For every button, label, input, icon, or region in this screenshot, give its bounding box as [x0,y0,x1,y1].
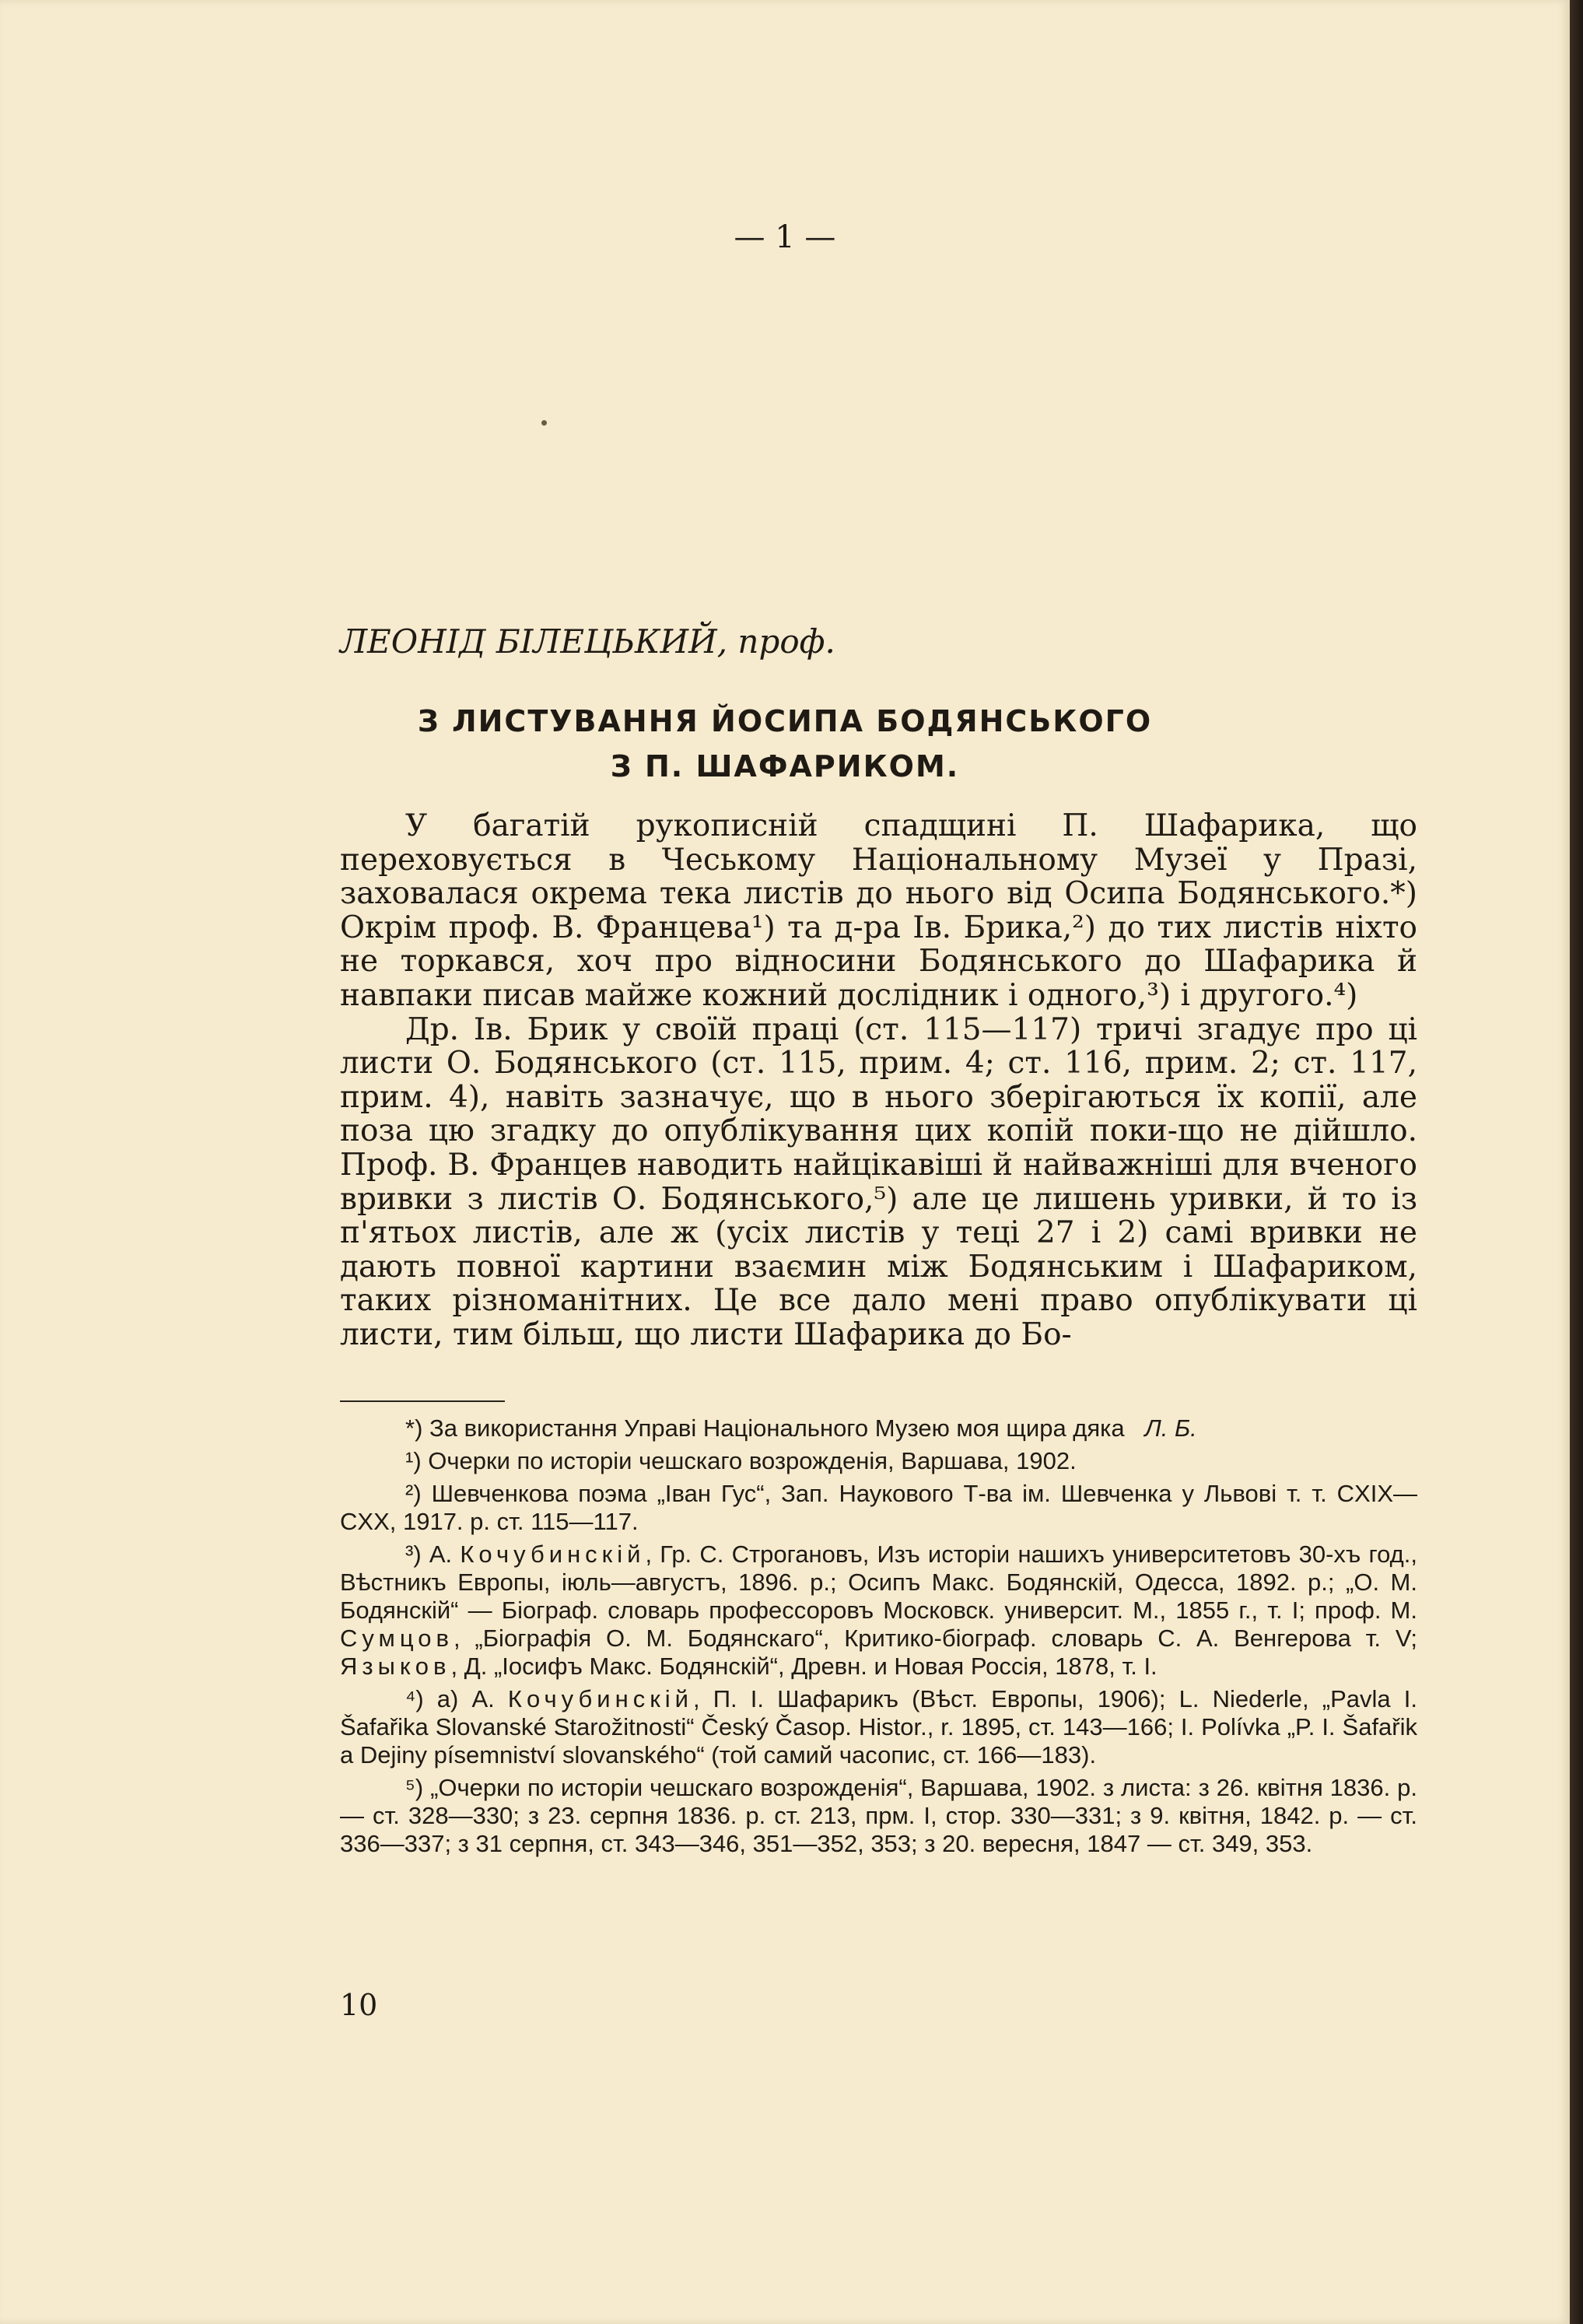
footnote-star-signature: Л. Б. [1144,1414,1197,1442]
page-number: — 1 — [734,219,836,255]
article-title [0,699,1570,789]
footnote-3 [340,1541,1417,1681]
footnote-divider [340,1400,505,1402]
footnote-5: ⁵) „Очерки по исторіи чешскаго возрожденія“, Варшава, 1902. з листа: з 26. квітня 1836. р. — ст. 328—330; з 23. серпня 1836. р. ст. 213, прм. I, стор. 330—331; з 9. квітня, 1842. р. — ст. 336—337; з 31 серпня, ст. 343—346, 351—352, 353; з 20. вересня, 1847 — ст. 349, 353. [340,1774,1417,1857]
title-line-2: З П. ШАФАРИКОМ. [610,749,960,783]
fn3-author-1: Кочубинскій [460,1541,646,1568]
page-edge-shadow [1570,0,1583,2324]
fn3-part-c: , Гр. С. Строгановъ, Изъ исторіи нашихъ университетовъ 30-хъ год., Вѣстникъ Европы, іюль—августъ, 1896. р.; Осипъ Макс. Бодянскій, Одесса, 1892. р.; „О. М. Бодянскій“ — Біограф. словарь профессоровъ Московск. университ. М., 1855 г., т. І; проф. М. [340,1541,1417,1624]
author-line: ЛЕОНІД БІЛЕЦЬКИЙ, проф. [340,622,835,661]
footnote-2: ²) Шевченкова поэма „Іван Гус“, Зап. Наукового Т-ва ім. Шевченка у Львові т. т. CXIX—CXX, 1917. р. ст. 115—117. [340,1480,1417,1535]
footnote-1: ¹) Очерки по исторіи чешскаго возрожденія, Варшава, 1902. [405,1447,1077,1474]
folio-number: 10 [340,1988,378,2022]
fn3-author-3: Языков [340,1653,451,1680]
fn3-part-e: , „Біографія О. М. Бодянскаго“, Критико-біограф. словарь С. А. Венгерова т. V; [453,1625,1417,1652]
footnotes [340,1414,1417,1863]
fn4-part-c: , П. І. Шафарикъ (Вѣст. Европы, 1906); L. Niederle, „Pavla I. Šafařika Slovanské Starožitnosti“ Český Časop. Histor., r. 1895, ст. 143—166; I. Polívka „P. I. Šafařik a Dejiny písemniství slovanského“ (той самий часопис, ст. 166—183). [340,1685,1417,1768]
paragraph-2: Др. Ів. Брик у своїй праці (ст. 115—117) тричі згадує про ці листи О. Бодянського (ст. 115, прим. 4; ст. 116, прим. 2; ст. 117, прим. 4), навіть зазначує, що в нього зберігаються їх копії, але поза цю згадку до опублікування цих копій поки-що не дійшло. Проф. В. Францев наводить найцікавіші й найважніші для вченого вривки з листів О. Бодянського,⁵) але це лишень уривки, й то із п'ятьох листів, але ж (усіх листів у теці 27 і 2) самі вривки не дають повної картини взаємин між Бодянським і Шафариком, таких різноманітних. Це все дало мені право опублікувати ці листи, тим більш, що листи Шафарика до Бо- [340,1011,1417,1352]
footnote-4 [340,1685,1417,1769]
article-body [340,809,1417,1352]
fn3-author-2: Сумцов [340,1625,454,1652]
fn4-author-1: Кочубинскій [507,1685,693,1712]
fn3-part-g: , Д. „Іосифъ Макс. Бодянскій“, Древн. и Новая Россія, 1878, т. I. [450,1653,1157,1680]
title-line-1: З ЛИСТУВАННЯ ЙОСИПА БОДЯНСЬКОГО [417,704,1153,738]
footnote-star-text: *) За використання Управі Національного Музею моя щира дяка [405,1414,1125,1442]
ink-dot [541,420,547,426]
footnote-star [340,1414,1417,1442]
fn3-part-a: ³) А. [405,1541,453,1568]
paragraph-1: У багатій рукописній спадщині П. Шафарика, що переховується в Чеському Національному Музеї у Празі, заховалася окрема тека листів до нього від Осипа Бодянського.*) Окрім проф. В. Францева¹) та д-ра Ів. Брика,²) до тих листів ніхто не торкався, хоч про відносини Бодянського до Шафарика й навпаки писав майже кожний дослідник і одного,³) і другого.⁴) [340,808,1417,1013]
fn4-part-a: ⁴) а) А. [405,1685,495,1712]
